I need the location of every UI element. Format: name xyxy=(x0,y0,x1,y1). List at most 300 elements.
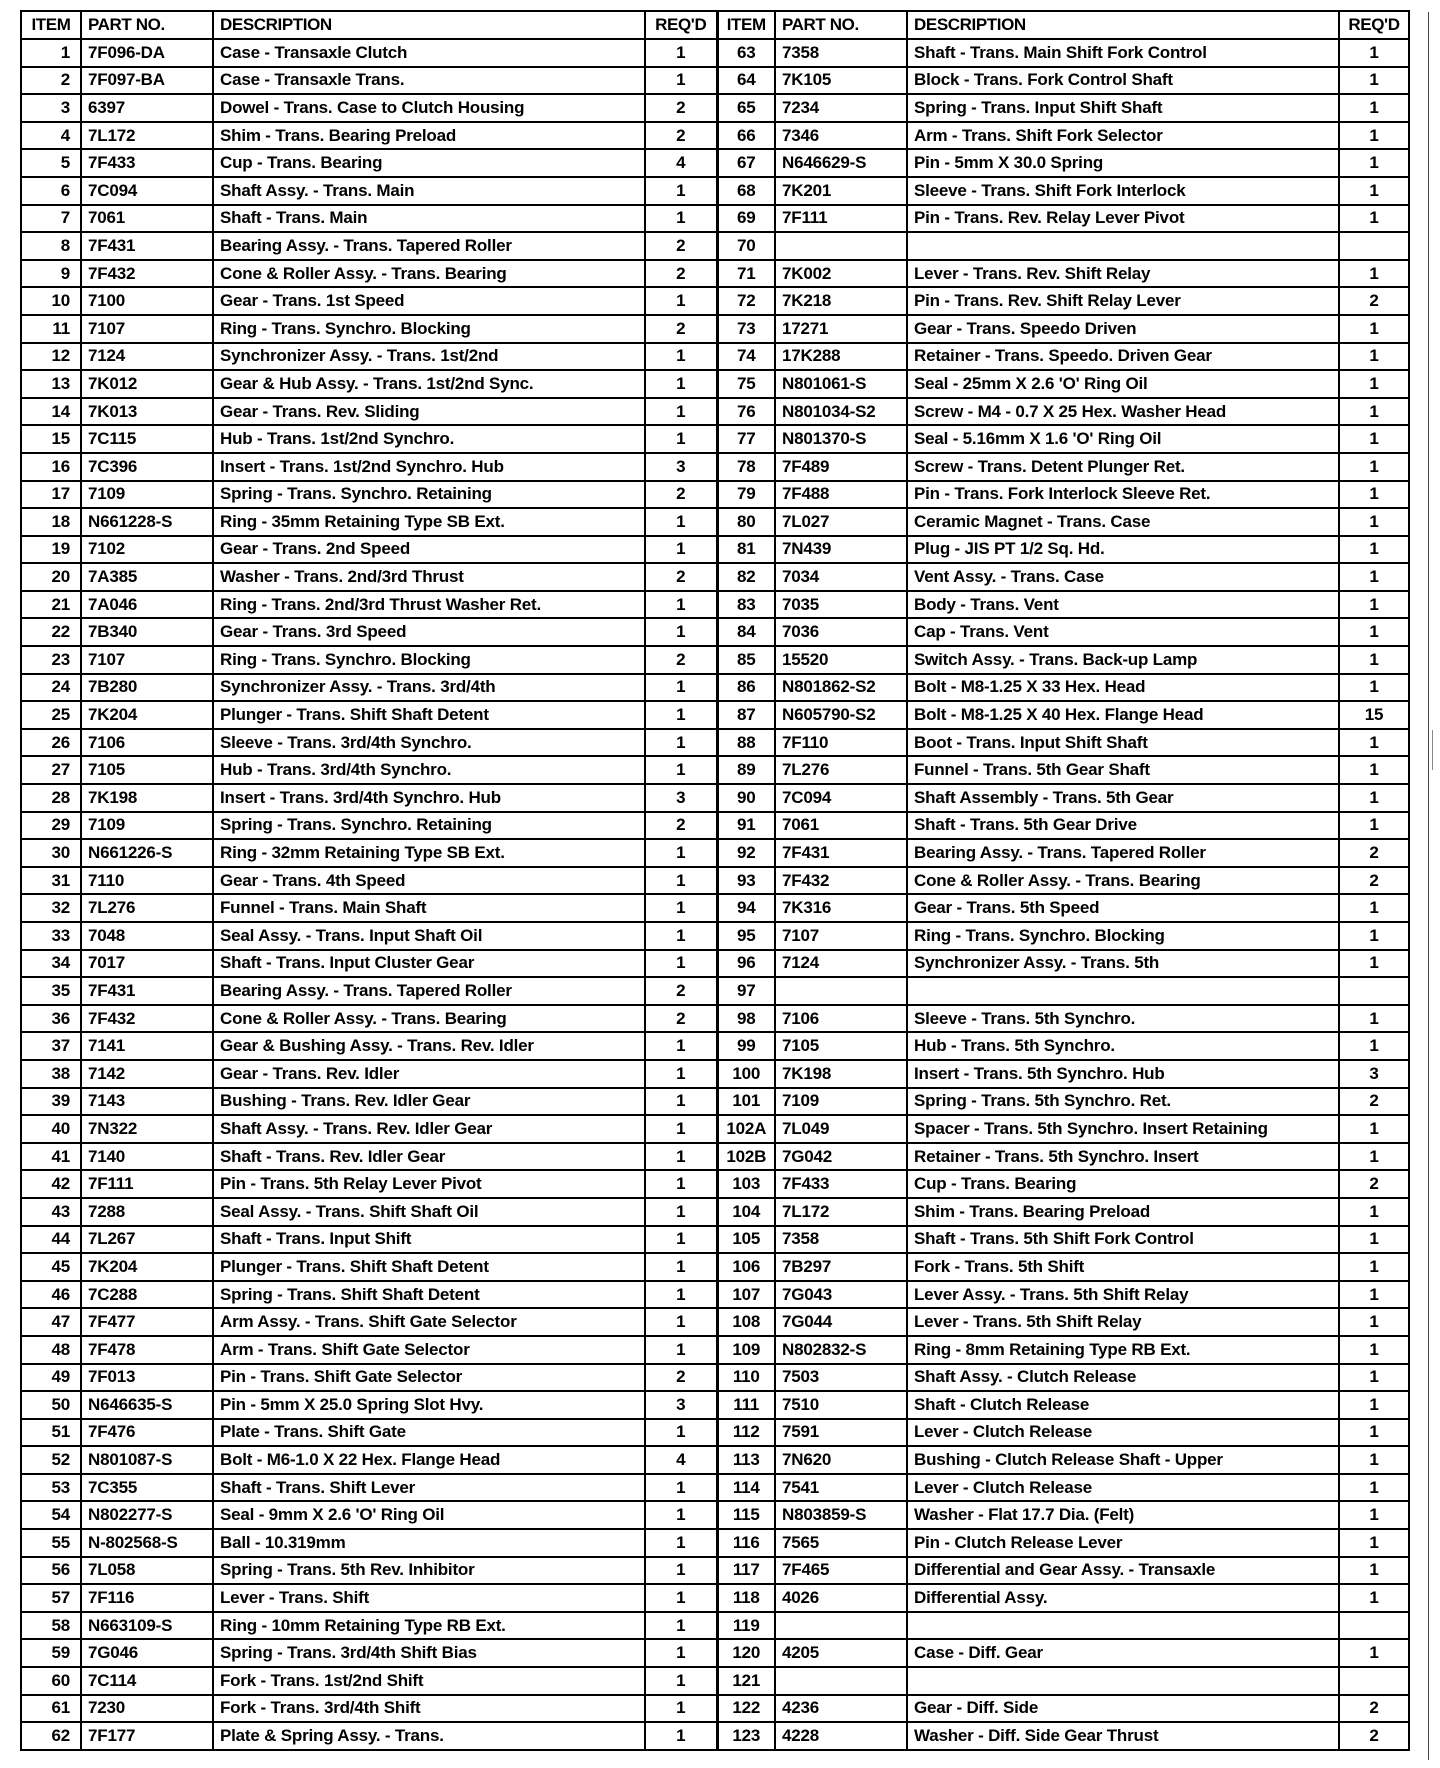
description-right: Body - Trans. Vent xyxy=(907,591,1339,619)
reqd-left: 1 xyxy=(645,839,717,867)
reqd-right: 1 xyxy=(1339,950,1409,978)
reqd-right: 1 xyxy=(1339,425,1409,453)
part-no-left: 7142 xyxy=(81,1060,213,1088)
description-right: Spring - Trans. Input Shift Shaft xyxy=(907,94,1339,122)
table-row xyxy=(21,1253,1409,1281)
item-left: 41 xyxy=(21,1143,81,1171)
description-right: Switch Assy. - Trans. Back-up Lamp xyxy=(907,646,1339,674)
part-no-right: 7F431 xyxy=(775,839,907,867)
table-row xyxy=(21,1557,1409,1585)
item-right: 102A xyxy=(717,1115,775,1143)
description-right: Bushing - Clutch Release Shaft - Upper xyxy=(907,1446,1339,1474)
description-left: Spring - Trans. Synchro. Retaining xyxy=(213,812,645,840)
description-left: Pin - Trans. 5th Relay Lever Pivot xyxy=(213,1170,645,1198)
reqd-left: 1 xyxy=(645,1060,717,1088)
description-right: Insert - Trans. 5th Synchro. Hub xyxy=(907,1060,1339,1088)
description-left: Plunger - Trans. Shift Shaft Detent xyxy=(213,1253,645,1281)
item-right: 92 xyxy=(717,839,775,867)
description-right: Differential Assy. xyxy=(907,1584,1339,1612)
description-right: Cup - Trans. Bearing xyxy=(907,1170,1339,1198)
reqd-right xyxy=(1339,1667,1409,1695)
part-no-left: 7C288 xyxy=(81,1281,213,1309)
header-part-no-right: PART NO. xyxy=(775,11,907,39)
part-no-left: N661228-S xyxy=(81,508,213,536)
description-right: Sleeve - Trans. 5th Synchro. xyxy=(907,1005,1339,1033)
reqd-right: 1 xyxy=(1339,343,1409,371)
item-left: 6 xyxy=(21,177,81,205)
header-description-right: DESCRIPTION xyxy=(907,11,1339,39)
item-right: 115 xyxy=(717,1501,775,1529)
part-no-right xyxy=(775,1612,907,1640)
description-left: Insert - Trans. 1st/2nd Synchro. Hub xyxy=(213,453,645,481)
part-no-right: 7G042 xyxy=(775,1143,907,1171)
item-left: 27 xyxy=(21,756,81,784)
item-right: 110 xyxy=(717,1364,775,1392)
item-right: 88 xyxy=(717,729,775,757)
reqd-left: 2 xyxy=(645,977,717,1005)
description-left: Insert - Trans. 3rd/4th Synchro. Hub xyxy=(213,784,645,812)
part-no-right: 7F489 xyxy=(775,453,907,481)
description-left: Arm - Trans. Shift Gate Selector xyxy=(213,1336,645,1364)
part-no-right: N801370-S xyxy=(775,425,907,453)
item-right: 73 xyxy=(717,315,775,343)
part-no-left: N801087-S xyxy=(81,1446,213,1474)
description-right: Shaft - Clutch Release xyxy=(907,1391,1339,1419)
description-right: Pin - Trans. Rev. Shift Relay Lever xyxy=(907,287,1339,315)
part-no-left: 7A046 xyxy=(81,591,213,619)
description-left: Bushing - Trans. Rev. Idler Gear xyxy=(213,1088,645,1116)
description-right: Gear - Trans. Speedo Driven xyxy=(907,315,1339,343)
item-left: 25 xyxy=(21,701,81,729)
reqd-left: 1 xyxy=(645,536,717,564)
item-right: 123 xyxy=(717,1722,775,1750)
table-row xyxy=(21,1032,1409,1060)
item-left: 48 xyxy=(21,1336,81,1364)
table-row xyxy=(21,94,1409,122)
item-right: 90 xyxy=(717,784,775,812)
parts-table-body xyxy=(21,39,1409,1750)
part-no-right: 7L027 xyxy=(775,508,907,536)
description-left: Gear - Trans. 2nd Speed xyxy=(213,536,645,564)
reqd-left: 2 xyxy=(645,481,717,509)
part-no-right: 7F488 xyxy=(775,481,907,509)
description-right: Bearing Assy. - Trans. Tapered Roller xyxy=(907,839,1339,867)
reqd-left: 1 xyxy=(645,1281,717,1309)
part-no-right: 7B297 xyxy=(775,1253,907,1281)
description-right: Ring - Trans. Synchro. Blocking xyxy=(907,922,1339,950)
description-left: Cone & Roller Assy. - Trans. Bearing xyxy=(213,1005,645,1033)
reqd-right: 2 xyxy=(1339,839,1409,867)
item-right: 103 xyxy=(717,1170,775,1198)
reqd-left: 2 xyxy=(645,94,717,122)
description-right: Spacer - Trans. 5th Synchro. Insert Retaining xyxy=(907,1115,1339,1143)
item-left: 53 xyxy=(21,1474,81,1502)
reqd-right: 1 xyxy=(1339,149,1409,177)
reqd-right: 1 xyxy=(1339,1557,1409,1585)
description-left: Case - Transaxle Clutch xyxy=(213,39,645,67)
reqd-left: 1 xyxy=(645,1032,717,1060)
table-row xyxy=(21,177,1409,205)
item-left: 36 xyxy=(21,1005,81,1033)
reqd-left: 1 xyxy=(645,591,717,619)
reqd-left: 1 xyxy=(645,1198,717,1226)
item-left: 2 xyxy=(21,67,81,95)
description-right: Hub - Trans. 5th Synchro. xyxy=(907,1032,1339,1060)
reqd-left: 1 xyxy=(645,1088,717,1116)
table-row xyxy=(21,1695,1409,1723)
description-right: Plug - JIS PT 1/2 Sq. Hd. xyxy=(907,536,1339,564)
part-no-left: 7K204 xyxy=(81,701,213,729)
part-no-left: 7107 xyxy=(81,646,213,674)
part-no-right: 7107 xyxy=(775,922,907,950)
item-right: 120 xyxy=(717,1639,775,1667)
description-left: Spring - Trans. Shift Shaft Detent xyxy=(213,1281,645,1309)
reqd-left: 2 xyxy=(645,812,717,840)
parts-table xyxy=(20,10,1410,1751)
description-right: Sleeve - Trans. Shift Fork Interlock xyxy=(907,177,1339,205)
table-row xyxy=(21,756,1409,784)
reqd-left: 2 xyxy=(645,1005,717,1033)
item-right: 108 xyxy=(717,1308,775,1336)
description-left: Gear - Trans. 4th Speed xyxy=(213,867,645,895)
part-no-left: 7F116 xyxy=(81,1584,213,1612)
header-item-right: ITEM xyxy=(717,11,775,39)
reqd-right: 1 xyxy=(1339,812,1409,840)
item-right: 118 xyxy=(717,1584,775,1612)
part-no-right: 7358 xyxy=(775,39,907,67)
reqd-left: 1 xyxy=(645,205,717,233)
reqd-left: 3 xyxy=(645,784,717,812)
description-left: Case - Transaxle Trans. xyxy=(213,67,645,95)
item-left: 43 xyxy=(21,1198,81,1226)
description-right: Lever - Clutch Release xyxy=(907,1419,1339,1447)
item-right: 71 xyxy=(717,260,775,288)
part-no-right: 7061 xyxy=(775,812,907,840)
description-right: Shaft Assy. - Clutch Release xyxy=(907,1364,1339,1392)
description-right: Shaft - Trans. 5th Shift Fork Control xyxy=(907,1226,1339,1254)
description-right: Shaft - Trans. 5th Gear Drive xyxy=(907,812,1339,840)
part-no-left: 7F478 xyxy=(81,1336,213,1364)
description-right: Lever - Trans. Rev. Shift Relay xyxy=(907,260,1339,288)
header-row xyxy=(21,11,1409,39)
item-left: 33 xyxy=(21,922,81,950)
table-row xyxy=(21,1446,1409,1474)
table-row xyxy=(21,950,1409,978)
part-no-right: 7F432 xyxy=(775,867,907,895)
reqd-right: 1 xyxy=(1339,729,1409,757)
item-right: 75 xyxy=(717,370,775,398)
table-row xyxy=(21,508,1409,536)
item-left: 19 xyxy=(21,536,81,564)
part-no-right: 7N620 xyxy=(775,1446,907,1474)
description-left: Washer - Trans. 2nd/3rd Thrust xyxy=(213,563,645,591)
reqd-left: 3 xyxy=(645,1391,717,1419)
reqd-left: 2 xyxy=(645,232,717,260)
part-no-right: 7K316 xyxy=(775,894,907,922)
description-right: Shaft Assembly - Trans. 5th Gear xyxy=(907,784,1339,812)
description-left: Cup - Trans. Bearing xyxy=(213,149,645,177)
part-no-right: N605790-S2 xyxy=(775,701,907,729)
part-no-right: 7591 xyxy=(775,1419,907,1447)
reqd-left: 3 xyxy=(645,453,717,481)
item-left: 24 xyxy=(21,674,81,702)
reqd-left: 1 xyxy=(645,894,717,922)
description-left: Ring - Trans. Synchro. Blocking xyxy=(213,315,645,343)
part-no-left: 7F097-BA xyxy=(81,67,213,95)
description-left: Cone & Roller Assy. - Trans. Bearing xyxy=(213,260,645,288)
description-left: Spring - Trans. Synchro. Retaining xyxy=(213,481,645,509)
reqd-left: 1 xyxy=(645,1115,717,1143)
reqd-right: 1 xyxy=(1339,1281,1409,1309)
item-right: 91 xyxy=(717,812,775,840)
part-no-left: 7L058 xyxy=(81,1557,213,1585)
reqd-left: 1 xyxy=(645,950,717,978)
reqd-left: 1 xyxy=(645,425,717,453)
reqd-left: 1 xyxy=(645,370,717,398)
header-description-left: DESCRIPTION xyxy=(213,11,645,39)
part-no-left: 7K198 xyxy=(81,784,213,812)
item-left: 50 xyxy=(21,1391,81,1419)
part-no-right: N646629-S xyxy=(775,149,907,177)
item-left: 12 xyxy=(21,343,81,371)
item-left: 4 xyxy=(21,122,81,150)
description-right: Lever - Trans. 5th Shift Relay xyxy=(907,1308,1339,1336)
reqd-right: 1 xyxy=(1339,1474,1409,1502)
reqd-right: 1 xyxy=(1339,1501,1409,1529)
header-part-no-left: PART NO. xyxy=(81,11,213,39)
table-row xyxy=(21,67,1409,95)
item-right: 84 xyxy=(717,618,775,646)
table-row xyxy=(21,1336,1409,1364)
table-row xyxy=(21,343,1409,371)
reqd-left: 1 xyxy=(645,1253,717,1281)
table-row xyxy=(21,370,1409,398)
description-right: Pin - Trans. Rev. Relay Lever Pivot xyxy=(907,205,1339,233)
page-edge-rule xyxy=(1428,12,1429,1760)
part-no-left: 7C114 xyxy=(81,1667,213,1695)
part-no-left: 7140 xyxy=(81,1143,213,1171)
reqd-left: 1 xyxy=(645,39,717,67)
part-no-right: 7K201 xyxy=(775,177,907,205)
reqd-right: 1 xyxy=(1339,563,1409,591)
item-left: 14 xyxy=(21,398,81,426)
part-no-left: 7N322 xyxy=(81,1115,213,1143)
item-left: 54 xyxy=(21,1501,81,1529)
part-no-left: 7F431 xyxy=(81,977,213,1005)
part-no-left: 7B280 xyxy=(81,674,213,702)
reqd-right: 1 xyxy=(1339,536,1409,564)
reqd-right: 1 xyxy=(1339,398,1409,426)
part-no-left: 7106 xyxy=(81,729,213,757)
part-no-right xyxy=(775,1667,907,1695)
reqd-right: 1 xyxy=(1339,591,1409,619)
table-row xyxy=(21,563,1409,591)
part-no-left: 7F177 xyxy=(81,1722,213,1750)
part-no-left: 7143 xyxy=(81,1088,213,1116)
description-left: Spring - Trans. 5th Rev. Inhibitor xyxy=(213,1557,645,1585)
reqd-left: 2 xyxy=(645,563,717,591)
reqd-right: 1 xyxy=(1339,1032,1409,1060)
part-no-right: 7K105 xyxy=(775,67,907,95)
item-left: 37 xyxy=(21,1032,81,1060)
description-left: Shaft - Trans. Input Cluster Gear xyxy=(213,950,645,978)
part-no-left: 7K013 xyxy=(81,398,213,426)
reqd-left: 1 xyxy=(645,1419,717,1447)
table-row xyxy=(21,1226,1409,1254)
item-left: 5 xyxy=(21,149,81,177)
part-no-right: 17271 xyxy=(775,315,907,343)
description-right: Washer - Diff. Side Gear Thrust xyxy=(907,1722,1339,1750)
reqd-right: 1 xyxy=(1339,177,1409,205)
margin-mark xyxy=(1432,730,1433,770)
description-left: Shaft Assy. - Trans. Main xyxy=(213,177,645,205)
reqd-right: 1 xyxy=(1339,646,1409,674)
item-left: 17 xyxy=(21,481,81,509)
reqd-left: 1 xyxy=(645,67,717,95)
reqd-left: 1 xyxy=(645,867,717,895)
item-right: 100 xyxy=(717,1060,775,1088)
part-no-left: 6397 xyxy=(81,94,213,122)
item-left: 7 xyxy=(21,205,81,233)
description-left: Ring - 35mm Retaining Type SB Ext. xyxy=(213,508,645,536)
description-right: Retainer - Trans. Speedo. Driven Gear xyxy=(907,343,1339,371)
item-left: 56 xyxy=(21,1557,81,1585)
item-right: 117 xyxy=(717,1557,775,1585)
description-right: Funnel - Trans. 5th Gear Shaft xyxy=(907,756,1339,784)
description-right: Boot - Trans. Input Shift Shaft xyxy=(907,729,1339,757)
description-right: Screw - Trans. Detent Plunger Ret. xyxy=(907,453,1339,481)
item-left: 47 xyxy=(21,1308,81,1336)
part-no-left: 7B340 xyxy=(81,618,213,646)
table-row xyxy=(21,232,1409,260)
table-row xyxy=(21,1364,1409,1392)
description-right: Spring - Trans. 5th Synchro. Ret. xyxy=(907,1088,1339,1116)
reqd-right: 1 xyxy=(1339,1639,1409,1667)
part-no-left: 7288 xyxy=(81,1198,213,1226)
table-row xyxy=(21,1088,1409,1116)
reqd-right: 1 xyxy=(1339,122,1409,150)
description-right: Lever Assy. - Trans. 5th Shift Relay xyxy=(907,1281,1339,1309)
reqd-left: 2 xyxy=(645,1364,717,1392)
item-right: 66 xyxy=(717,122,775,150)
part-no-right: N801862-S2 xyxy=(775,674,907,702)
table-row xyxy=(21,1474,1409,1502)
description-right: Bolt - M8-1.25 X 33 Hex. Head xyxy=(907,674,1339,702)
reqd-left: 1 xyxy=(645,1584,717,1612)
item-right: 94 xyxy=(717,894,775,922)
reqd-left: 1 xyxy=(645,1695,717,1723)
table-row xyxy=(21,1281,1409,1309)
item-left: 8 xyxy=(21,232,81,260)
table-row xyxy=(21,618,1409,646)
description-right: Differential and Gear Assy. - Transaxle xyxy=(907,1557,1339,1585)
reqd-right: 1 xyxy=(1339,1584,1409,1612)
reqd-right: 3 xyxy=(1339,1060,1409,1088)
table-row xyxy=(21,481,1409,509)
part-no-right: 7105 xyxy=(775,1032,907,1060)
description-left: Dowel - Trans. Case to Clutch Housing xyxy=(213,94,645,122)
item-left: 60 xyxy=(21,1667,81,1695)
description-right: Case - Diff. Gear xyxy=(907,1639,1339,1667)
item-left: 44 xyxy=(21,1226,81,1254)
item-right: 69 xyxy=(717,205,775,233)
item-right: 65 xyxy=(717,94,775,122)
reqd-right: 2 xyxy=(1339,1695,1409,1723)
table-row xyxy=(21,1115,1409,1143)
item-left: 51 xyxy=(21,1419,81,1447)
description-left: Shaft - Trans. Main xyxy=(213,205,645,233)
description-left: Bolt - M6-1.0 X 22 Hex. Flange Head xyxy=(213,1446,645,1474)
part-no-right: 7358 xyxy=(775,1226,907,1254)
reqd-left: 1 xyxy=(645,1667,717,1695)
table-row xyxy=(21,1722,1409,1750)
part-no-right: 7106 xyxy=(775,1005,907,1033)
reqd-left: 1 xyxy=(645,1474,717,1502)
reqd-right: 1 xyxy=(1339,1115,1409,1143)
table-row xyxy=(21,1170,1409,1198)
description-left: Shaft - Trans. Rev. Idler Gear xyxy=(213,1143,645,1171)
part-no-right: 7L276 xyxy=(775,756,907,784)
reqd-left: 1 xyxy=(645,1557,717,1585)
reqd-left: 1 xyxy=(645,508,717,536)
part-no-left: 7141 xyxy=(81,1032,213,1060)
table-row xyxy=(21,839,1409,867)
description-left: Spring - Trans. 3rd/4th Shift Bias xyxy=(213,1639,645,1667)
part-no-right: 7C094 xyxy=(775,784,907,812)
item-left: 49 xyxy=(21,1364,81,1392)
item-right: 77 xyxy=(717,425,775,453)
item-left: 9 xyxy=(21,260,81,288)
item-right: 104 xyxy=(717,1198,775,1226)
table-row xyxy=(21,1612,1409,1640)
description-left: Fork - Trans. 1st/2nd Shift xyxy=(213,1667,645,1695)
description-left: Bearing Assy. - Trans. Tapered Roller xyxy=(213,232,645,260)
reqd-right: 1 xyxy=(1339,370,1409,398)
part-no-left: N661226-S xyxy=(81,839,213,867)
table-row xyxy=(21,1501,1409,1529)
reqd-right: 1 xyxy=(1339,1529,1409,1557)
part-no-left: 7F096-DA xyxy=(81,39,213,67)
table-row xyxy=(21,1005,1409,1033)
description-right xyxy=(907,1612,1339,1640)
item-right: 64 xyxy=(717,67,775,95)
item-right: 80 xyxy=(717,508,775,536)
part-no-left: 7C396 xyxy=(81,453,213,481)
description-right xyxy=(907,232,1339,260)
part-no-right: 7F465 xyxy=(775,1557,907,1585)
reqd-left: 1 xyxy=(645,398,717,426)
description-right: Shim - Trans. Bearing Preload xyxy=(907,1198,1339,1226)
item-left: 29 xyxy=(21,812,81,840)
table-row xyxy=(21,1143,1409,1171)
item-left: 42 xyxy=(21,1170,81,1198)
part-no-right: 7346 xyxy=(775,122,907,150)
item-left: 32 xyxy=(21,894,81,922)
description-left: Ball - 10.319mm xyxy=(213,1529,645,1557)
reqd-right: 1 xyxy=(1339,674,1409,702)
reqd-right: 2 xyxy=(1339,1722,1409,1750)
description-left: Gear - Trans. Rev. Idler xyxy=(213,1060,645,1088)
part-no-left: 7G046 xyxy=(81,1639,213,1667)
reqd-right: 1 xyxy=(1339,1253,1409,1281)
reqd-right: 1 xyxy=(1339,756,1409,784)
description-left: Hub - Trans. 3rd/4th Synchro. xyxy=(213,756,645,784)
reqd-right: 1 xyxy=(1339,1143,1409,1171)
item-left: 38 xyxy=(21,1060,81,1088)
part-no-right: 7G043 xyxy=(775,1281,907,1309)
table-row xyxy=(21,591,1409,619)
part-no-left: 7017 xyxy=(81,950,213,978)
